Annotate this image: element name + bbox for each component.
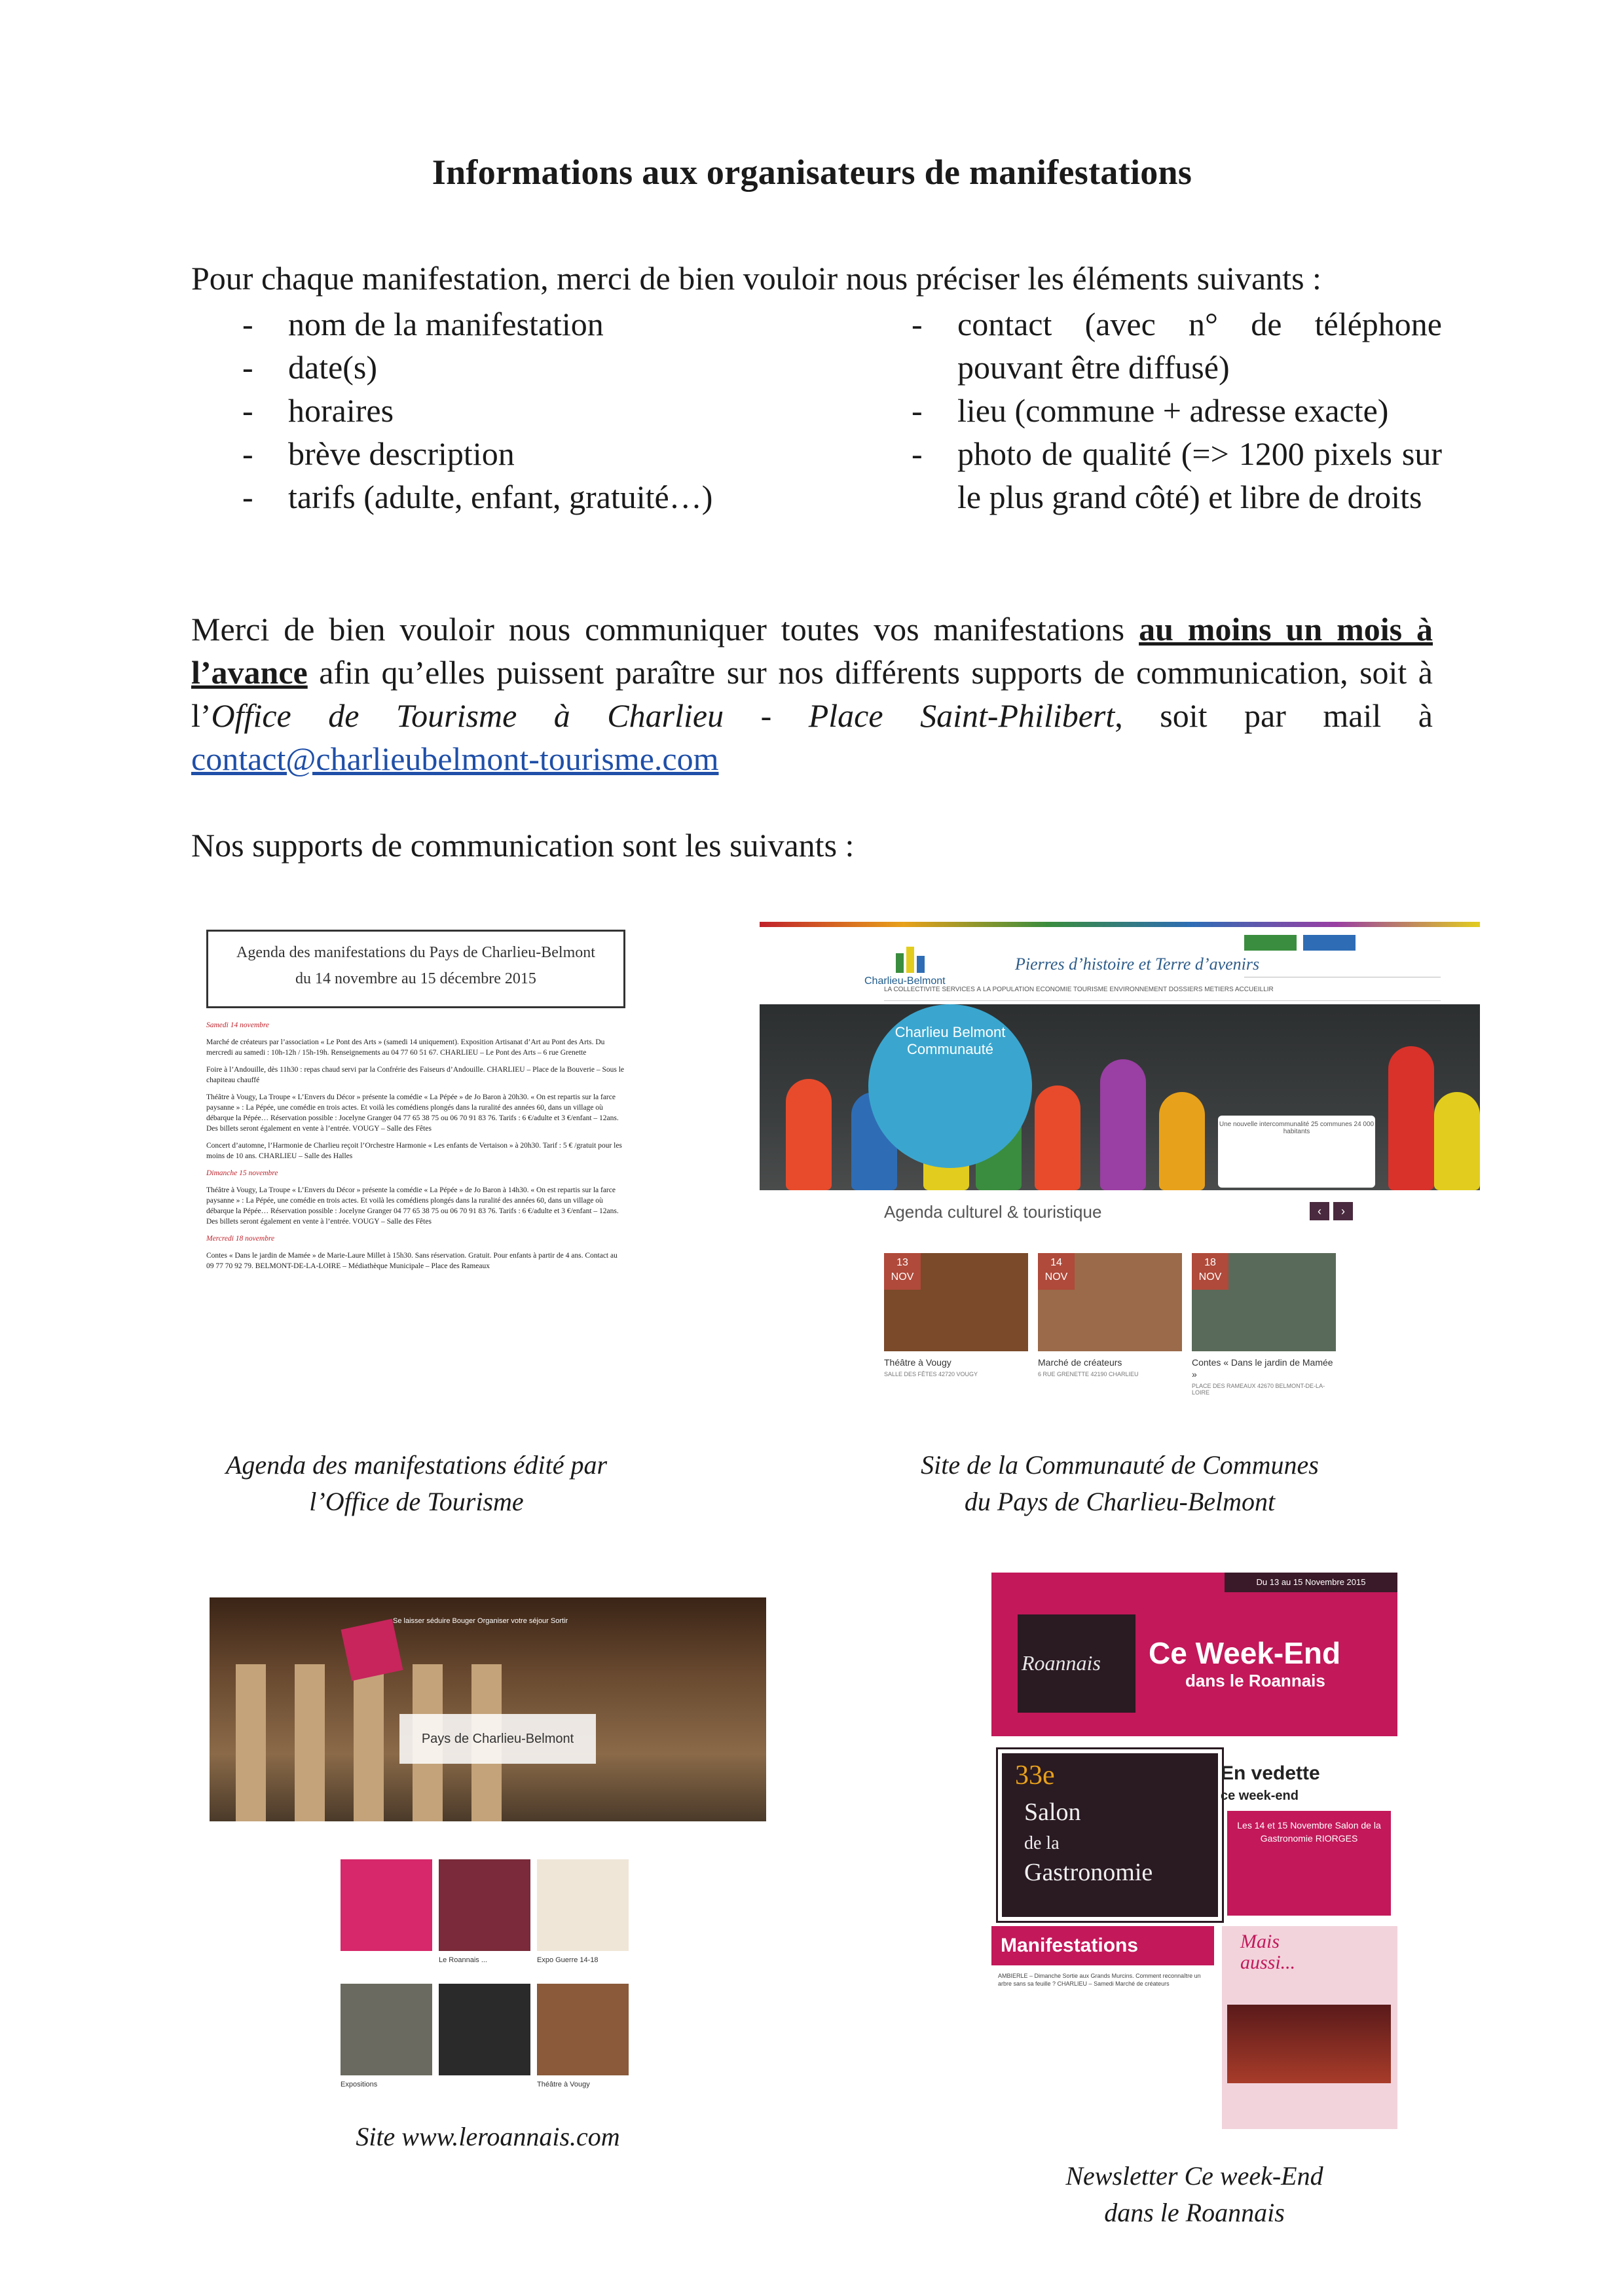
carousel-arrows: [1310, 1202, 1357, 1220]
vedette-box: Les 14 et 15 Novembre Salon de la Gastronomie RIORGES: [1227, 1811, 1391, 1916]
newsletter-thumbnail: Du 13 au 15 Novembre 2015 Roannais Ce Week-End dans le Roannais 33e Salon de la Gastronomie En vedette ce week-end Les 14 et 15 Novembre Salon de la Gastronomie RIORGES Manifestations Mais aussi... AMBIERLE – Dimanche Sortie aux Grands Murcins. Comment reconnaître un arbre sans sa feuille ? CHARLIEU – Samedi Marché de créateurs: [991, 1573, 1397, 2136]
manifestations-heading: Manifestations: [991, 1926, 1214, 1965]
office-address: Office de Tourisme à Charlieu - Place Saint-Philibert: [211, 697, 1115, 734]
site2-tile[interactable]: [537, 1859, 629, 1951]
list-item: - brève description: [242, 435, 515, 472]
event-card[interactable]: 18 NOV Contes « Dans le jardin de Mamée » PLACE DES RAMEAUX 42670 BELMONT-DE-LA-LOIRE: [1192, 1253, 1336, 1396]
required-info-list-right: [866, 302, 1442, 519]
next-arrow-icon[interactable]: ›: [1333, 1202, 1353, 1220]
list-item: - date(s): [242, 349, 378, 386]
event-card[interactable]: 13 NOV Théâtre à Vougy SALLE DES FÊTES 42720 VOUGY: [884, 1253, 1028, 1377]
site-search-input[interactable]: [1244, 961, 1441, 977]
event-card[interactable]: 14 NOV Marché de créateurs 6 RUE GRENETTE 42190 CHARLIEU: [1038, 1253, 1182, 1377]
site2-tile[interactable]: [439, 1984, 530, 2075]
site-logo-text: Charlieu-Belmont: [864, 975, 946, 987]
site2-logo-icon: [341, 1619, 403, 1681]
list-item: - horaires: [242, 392, 394, 429]
email-link[interactable]: contact@charlieubelmont-tourisme.com: [191, 740, 719, 777]
mais-aussi-heading: Mais aussi...: [1240, 1931, 1296, 1973]
header-button[interactable]: [1303, 935, 1356, 951]
list-item: - tarifs (adulte, enfant, gratuité…): [242, 479, 713, 515]
vedette-heading: En vedette ce week-end: [1221, 1762, 1320, 1803]
supports-intro: Nos supports de communication sont les suivants :: [191, 827, 855, 864]
list-item: - lieu (commune + adresse exacte): [912, 392, 1389, 429]
site-hero: [760, 1004, 1480, 1190]
agenda-header: Agenda des manifestations du Pays de Charlieu-Belmont du 14 novembre au 15 décembre 2015: [206, 930, 625, 1008]
site2-tile[interactable]: [341, 1859, 432, 1951]
site2-tile[interactable]: [341, 1984, 432, 2075]
community-site-thumbnail: [760, 922, 1480, 1419]
site2-tile[interactable]: [439, 1859, 530, 1951]
agenda-entries: Samedi 14 novembre Marché de créateurs par l’association « Le Pont des Arts » (samedi 14 uniquement). Exposition Artisanat d’Art au Pont des Arts. Du mercredi au samedi : 10h-12h / 15h-19h. Renseignements au 04 77 60 51 67. CHARLIEU – Le Pont des Arts – 6 rue Grenette Foire à l’Andouille, dès 11h30 : repas chaud servi par la Confrérie des Faiseurs d’Andouille. CHARLIEU – Place de la Bouverie – Sous le chapiteau chauffé Théâtre à Vougy, La Troupe « L’Envers du Décor » présente la comédie « La Pépée » de Jo Baron à 20h30. « On est repartis sur la farce paysanne » : La Pépée, une comédie en trois actes. Et voilà les comédiens plongés dans la ruralité des années 60, dans un village où débarque la Pépée… Réservation possible : Jocelyne Granger 04 77 65 38 75 ou 06 70 91 83 76. Tarifs : 6 €/adulte et 3 €/enfant – 12ans. Des billets seront également en vente à l’entrée. VOUGY – Salle des Fêtes Concert d’automne, l’Harmonie de Charlieu reçoit l’Orchestre Harmonie « Les enfants de Vertaison » à 20h30. Tarif : 5 € /gratuit pour les moins de 10 ans. CHARLIEU – Salle des Halles Dimanche 15 novembre Théâtre à Vougy, La Troupe « L’Envers du Décor » présente la comédie « La Pépée » de Jo Baron à 14h30. « On est repartis sur la farce paysanne » : La Pépée, une comédie en trois actes. Et voilà les comédiens plongés dans la ruralité des années 60, dans un village où débarque la Pépée… Réservation possible : Jocelyne Granger 04 77 65 38 75 ou 06 70 91 83 76. Tarifs : 6 €/adulte et 3 €/enfant – 12ans. Des billets seront également en vente à l’entrée. VOUGY – Salle des Fêtes Mercredi 18 novembre Contes « Dans le jardin de Mamée » de Marie-Laure Millet à 15h30. Sans réservation. Gratuit. Pour enfants à partir de 4 ans. Contact au 09 77 70 92 79. BELMONT-DE-LA-LOIRE – Médiathèque Municipale – Place des Rameaux: [206, 1021, 624, 1270]
leroannais-site-thumbnail: Se laisser séduire Bouger Organiser votre séjour Sortir Pays de Charlieu-Belmont Le Roannais ... Expo Guerre 14-18 Expositions Théâtre à Vougy: [210, 1597, 766, 2108]
site-nav[interactable]: LA COLLECTIVITÉ SERVICES À LA POPULATION ÉCONOMIE TOURISME ENVIRONNEMENT DOSSIERS MÉTIERS ACCUEILLIR: [884, 986, 1441, 1001]
list-item: - contact (avec n° de téléphone pouvant être diffusé): [912, 306, 1442, 386]
site2-banner: Pays de Charlieu-Belmont: [399, 1714, 596, 1764]
newsletter-date: Du 13 au 15 Novembre 2015: [1225, 1573, 1397, 1592]
site2-topnav[interactable]: Se laisser séduire Bouger Organiser votre séjour Sortir: [393, 1617, 568, 1625]
newsletter-subtitle: dans le Roannais: [1185, 1671, 1325, 1690]
newsletter-logo-text: Roannais: [1022, 1651, 1101, 1675]
newsletter-title: Ce Week-End: [1149, 1636, 1341, 1670]
site2-tile[interactable]: [537, 1984, 629, 2075]
submission-paragraph: Merci de bien vouloir nous communiquer toutes vos manifestations au moins un mois à l’avance afin qu’elles puissent paraître sur nos différents supports de communication, soit à l’Office de Tourisme à Charlieu - Place Saint-Philibert, soit par mail à contact@charlieubelmont-tourisme.com: [191, 611, 1433, 777]
hero-bubble: Charlieu Belmont Communauté: [868, 1004, 1032, 1168]
charlieu-logo-icon: [883, 940, 942, 979]
agenda-caption: Agenda des manifestations édité par l’Office de Tourisme: [225, 1450, 608, 1516]
prev-arrow-icon[interactable]: ‹: [1310, 1202, 1329, 1220]
intro-text: Pour chaque manifestation, merci de bien vouloir nous préciser les éléments suivants :: [191, 260, 1321, 297]
site2-hero: [210, 1597, 766, 1821]
header-button[interactable]: [1244, 935, 1297, 951]
deadline-emphasis: au moins un mois à l’avance: [191, 611, 1433, 691]
community-site-caption: Site de la Communauté de Communes du Pays de Charlieu-Belmont: [921, 1450, 1319, 1516]
page-title: Informations aux organisateurs de manifestations: [432, 153, 1192, 192]
required-info-list-left: [196, 302, 786, 519]
list-item: - nom de la manifestation: [242, 306, 604, 342]
newsletter-caption: Newsletter Ce week-End dans le Roannais: [1065, 2161, 1323, 2227]
leroannais-caption: Site www.leroannais.com: [356, 2122, 620, 2151]
color-stripe: [760, 922, 1480, 927]
list-item: - photo de qualité (=> 1200 pixels sur le plus grand côté) et libre de droits: [912, 435, 1442, 515]
site-slogan: Pierres d’histoire et Terre d’avenirs: [1015, 955, 1260, 974]
hero-info-box: Une nouvelle intercommunalité 25 communes 24 000 habitants: [1218, 1116, 1375, 1188]
agenda-heading: Agenda culturel & touristique: [884, 1202, 1102, 1222]
event-photo: [1227, 2005, 1391, 2083]
agenda-thumbnail: [200, 922, 633, 1419]
newsletter-body: AMBIERLE – Dimanche Sortie aux Grands Murcins. Comment reconnaître un arbre sans sa feuille ? CHARLIEU – Samedi Marché de créateurs: [998, 1973, 1201, 1987]
